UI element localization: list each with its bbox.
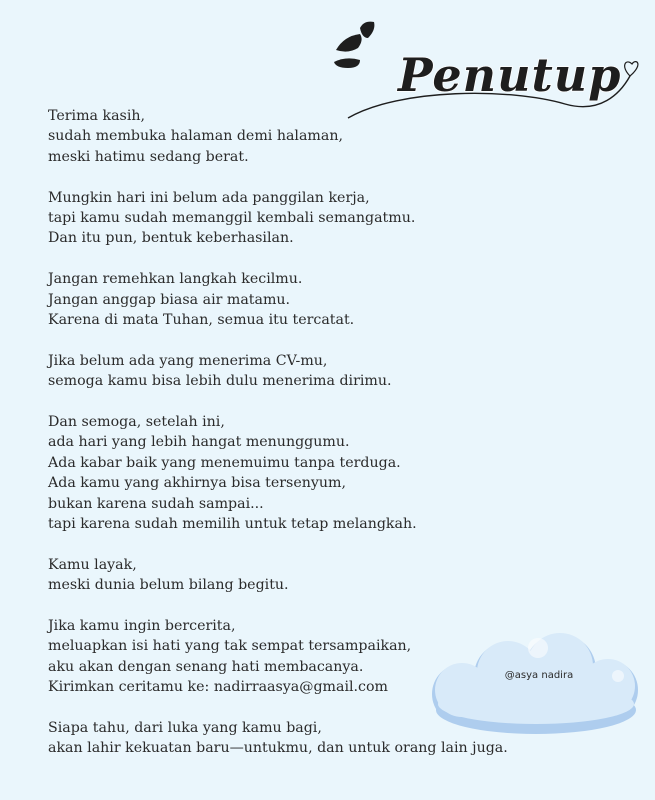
poem-line: tapi kamu sudah memanggil kembali semangatmu. (48, 210, 416, 227)
page-title: Penutup (398, 48, 622, 102)
poem-line: Jangan remehkan langkah kecilmu. (48, 271, 303, 288)
poem-stanza (48, 106, 608, 167)
poem-line: meski hatimu sedang berat. (48, 148, 249, 165)
poem-line: Mungkin hari ini belum ada panggilan kerja, (48, 189, 370, 206)
poem-line: sudah membuka halaman demi halaman, (48, 128, 343, 145)
poem-line: Siapa tahu, dari luka yang kamu bagi, (48, 720, 322, 737)
heart-icon (625, 62, 638, 76)
exclamation-burst-icon (334, 22, 374, 68)
poem-stanza (48, 351, 608, 392)
poem-line: Ada kamu yang akhirnya bisa tersenyum, (48, 475, 346, 492)
poem-line: tapi karena sudah memilih untuk tetap melangkah. (48, 516, 417, 533)
signature-cloud (428, 628, 650, 738)
author-handle: @asya nadira (504, 670, 574, 681)
cloud-icon (428, 628, 650, 738)
poem-line: meski dunia belum bilang begitu. (48, 577, 289, 594)
poem-stanza (48, 555, 608, 596)
poem-line: Dan itu pun, bentuk keberhasilan. (48, 230, 294, 247)
poem-line: Kirimkan ceritamu ke: nadirraasya@gmail.com (48, 679, 388, 696)
poem-line: Ada kabar baik yang menemuimu tanpa terduga. (48, 454, 401, 471)
poem-line: ada hari yang lebih hangat menunggumu. (48, 434, 350, 451)
poem-line: Jangan anggap biasa air matamu. (48, 291, 291, 308)
poem-line: Terima kasih, (48, 108, 146, 124)
poem-line: Dan semoga, setelah ini, (48, 414, 225, 431)
poem-line: semoga kamu bisa lebih dulu menerima dirimu. (48, 373, 392, 390)
poem-line: Karena di mata Tuhan, semua itu tercatat. (48, 312, 355, 329)
poem-line: aku akan dengan senang hati membacanya. (48, 658, 364, 675)
poem-stanza (48, 188, 608, 249)
poem-line: bukan karena sudah sampai... (48, 495, 264, 512)
poem-line: meluapkan isi hati yang tak sempat tersampaikan, (48, 638, 412, 655)
poem-line: akan lahir kekuatan baru—untukmu, dan untuk orang lain juga. (48, 740, 508, 757)
poem-line: Kamu layak, (48, 556, 137, 573)
poem-stanza (48, 269, 608, 330)
poem-line: Jika kamu ingin bercerita, (48, 618, 236, 635)
poem-line: Jika belum ada yang menerima CV-mu, (48, 352, 328, 369)
poem-stanza (48, 412, 608, 534)
